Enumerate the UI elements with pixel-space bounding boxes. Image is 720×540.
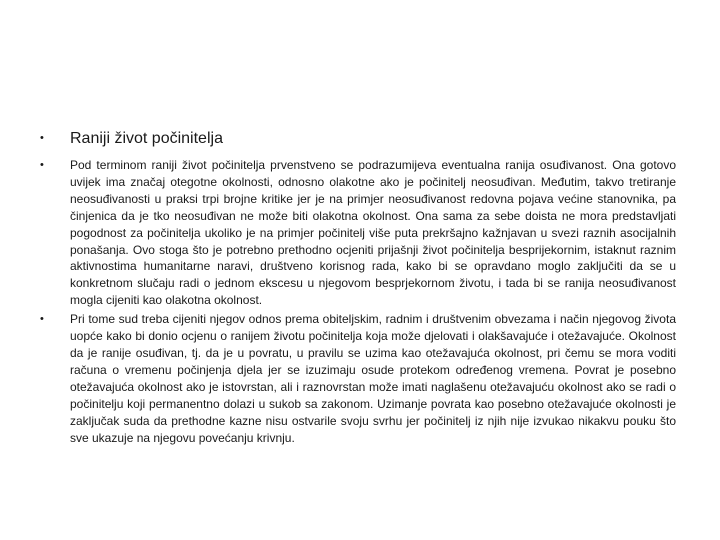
paragraph-recidivism: Pri tome sud treba cijeniti njegov odnos prema obiteljskim, radnim i društvenim obvezama i način njegovog života uopće kako bi donio ocjenu o ranijem životu počinitelja koja može djelovati i olakšavajuće i otežavajuće. Okolnost da je ranije osuđivan, tj. da je u povratu, u pravilu se uzima kao otežavajuća okolnost, pri čemu se mora voditi računa o vremenu počinjenja djela jer se izuzimaju osude protekom određenog vremena. Povrat je posebno otežavajuća okolnost ako je istovrstan, ali i raznovrstan može imati naglašenu otežavajuću okolnost ako se radi o počinitelju koji permanentno dolazi u sukob sa zakonom. Uzimanje povrata kao posebno otežavajuće okolnosti je zaključak suda da prethodne kazne nisu ostvarile svoju svrhu jer počinitelj iz njih nije izvukao nikakvu pouku što sve ukazuje na njegovu povećanju krivnju. <box>70 312 676 445</box>
slide-content <box>40 128 676 446</box>
paragraph-item <box>40 157 676 309</box>
title-item <box>40 128 676 149</box>
bullet-icon: • <box>40 313 44 326</box>
paragraph-item <box>40 311 676 446</box>
slide-title: Raniji život počinitelja <box>70 130 223 147</box>
bullet-icon: • <box>40 159 44 171</box>
bullet-icon: • <box>40 132 44 144</box>
paragraph-previous-life: Pod terminom raniji život počinitelja prvenstveno se podrazumijeva eventualna ranija osuđivanost. Ona gotovo uvijek ima značaj otegotne okolnosti, odnosno olakotne ako je počinitelj neosuđivan. Međutim, takvo tretiranje neosuđivanosti u praksi trpi brojne kritike jer je na primjer neosuđivanost redovna pojava većine stanovnika, pa činjenica da je tko neosuđivan ne može biti olakotna okolnost. Ona sama za sebe doista ne mora predstavljati pogodnost za počinitelja ukoliko je na primjer počinitelj više puta prekršajno kažnjavan u svezi raznih asocijalnih ponašanja. Ovo stoga što je potrebno prethodno ocjeniti prijašnji život počinitelja besprijekornim, istaknut raznim aktivnostima humanitarne naravi, društveno korisnog rada, kako bi se opravdano moglo zaključiti da se u konkretnom slučaju radi o jednom ekscesu u njegovom besprjekornom životu, i tada bi se ranija neosuđivanost mogla cijeniti kao olakotna okolnost. <box>70 158 676 308</box>
